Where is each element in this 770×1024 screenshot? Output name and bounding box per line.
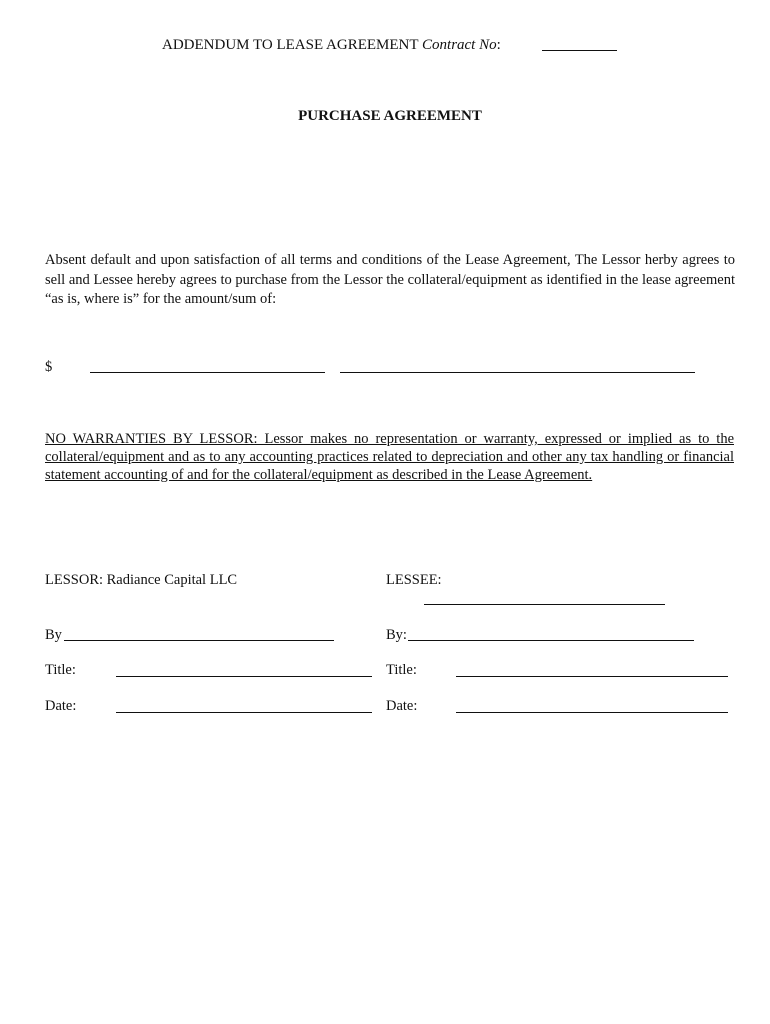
amount-numeric-field[interactable] — [90, 372, 325, 373]
lessor-title-label: Title: — [45, 662, 76, 678]
lessor-title-field[interactable] — [116, 676, 372, 677]
header-title — [162, 37, 501, 54]
lessee-date-field[interactable] — [456, 712, 728, 713]
purchase-terms-paragraph: Absent default and upon satisfaction of all terms and conditions of the Lease Agreement, The Lessor herby agrees to sell and Lessee hereby agrees to purchase from the Lessor the collateral/equipment as identified in the lease agreement “as is, where is” for the amount/sum of: — [45, 252, 735, 307]
lessee-name-field[interactable] — [424, 604, 665, 605]
lessee-signature-field[interactable] — [408, 640, 694, 641]
lessor-by-label: By — [45, 627, 62, 643]
contract-number-field[interactable] — [542, 50, 617, 51]
lessor-date-field[interactable] — [116, 712, 372, 713]
contract-number-colon: : — [496, 37, 501, 53]
amount-written-field[interactable] — [340, 372, 695, 373]
lessee-label: LESSEE: — [386, 572, 442, 588]
contract-number-label: Contract No — [422, 37, 497, 53]
no-warranties-paragraph: NO WARRANTIES BY LESSOR: Lessor makes no representation or warranty, expressed or implied as to the collateral/equipment and as to any accounting practices related to depreciation and other any tax handling or financial statement accounting of and for the collateral/equipment as described in the Lease Agreement. — [45, 431, 734, 483]
header-title-text: ADDENDUM TO LEASE AGREEMENT — [162, 37, 419, 53]
currency-symbol: $ — [45, 359, 53, 375]
lessor-label: LESSOR: Radiance Capital LLC — [45, 572, 238, 588]
lessor-signature-field[interactable] — [64, 640, 334, 641]
lessee-title-field[interactable] — [456, 676, 728, 677]
document-title: PURCHASE AGREEMENT — [298, 108, 482, 124]
lessee-title-label: Title: — [386, 662, 417, 678]
lessee-date-label: Date: — [386, 698, 418, 714]
lessor-date-label: Date: — [45, 698, 77, 714]
lessee-by-label: By: — [386, 627, 407, 643]
